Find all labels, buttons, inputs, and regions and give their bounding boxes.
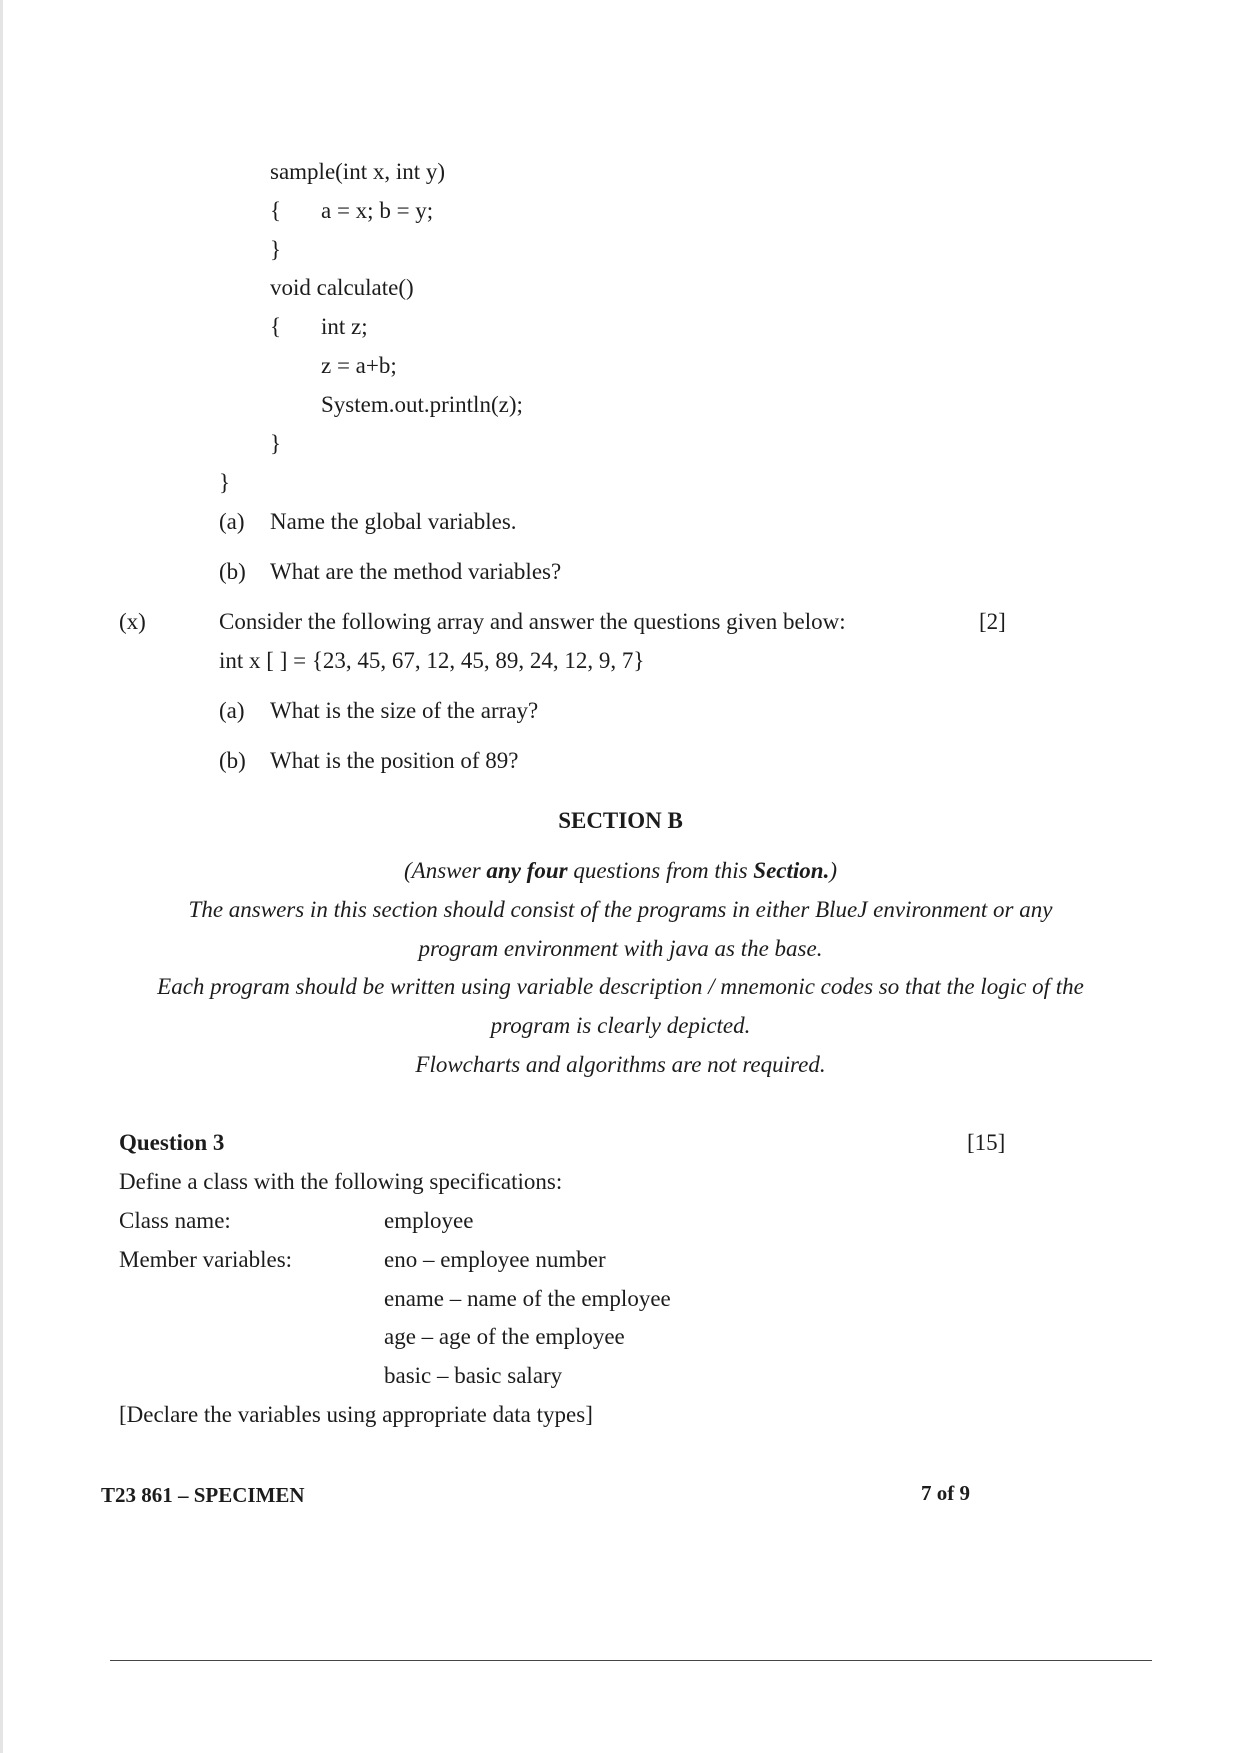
section-note: program environment with java as the base. xyxy=(418,936,823,961)
section-note: program is clearly depicted. xyxy=(490,1013,751,1038)
code-line: { xyxy=(270,198,282,223)
code-line: a = x; b = y; xyxy=(321,198,434,223)
code-line: } xyxy=(219,470,231,495)
code-line: int z; xyxy=(321,314,368,339)
section-heading: SECTION B xyxy=(558,808,683,833)
sub-question-text: What are the method variables? xyxy=(270,559,562,584)
code-line: } xyxy=(270,237,282,262)
marks: [15] xyxy=(967,1130,1006,1155)
question-number: (x) xyxy=(119,609,146,634)
section-note: The answers in this section should consist of the programs in either BlueJ environment or any xyxy=(188,897,1053,922)
section-note: Flowcharts and algorithms are not required. xyxy=(415,1052,826,1077)
question-intro: Define a class with the following specifications: xyxy=(119,1169,563,1194)
marks: [2] xyxy=(979,609,1006,634)
member-variable: ename – name of the employee xyxy=(384,1286,671,1311)
code-line: void calculate() xyxy=(270,275,414,300)
spec-label: Member variables: xyxy=(119,1247,293,1272)
sub-question-label: (b) xyxy=(219,559,246,584)
sub-question-label: (a) xyxy=(219,698,245,723)
section-note: Each program should be written using variable description / mnemonic codes so that the logic of the xyxy=(157,974,1084,999)
spec-value: employee xyxy=(384,1208,474,1233)
question-title: Question 3 xyxy=(119,1130,225,1155)
sub-question-text: What is the position of 89? xyxy=(270,748,519,773)
code-line: } xyxy=(270,431,282,456)
question-text: Consider the following array and answer the questions given below: xyxy=(219,609,846,634)
footer-rule xyxy=(110,1660,1152,1661)
member-variable: basic – basic salary xyxy=(384,1363,563,1388)
member-variable: age – age of the employee xyxy=(384,1324,625,1349)
code-line: { xyxy=(270,314,282,339)
array-declaration: int x [ ] = {23, 45, 67, 12, 45, 89, 24, 12, 9, 7} xyxy=(219,648,645,673)
page-number: 7 of 9 xyxy=(921,1481,970,1505)
sub-question-text: Name the global variables. xyxy=(270,509,517,534)
footer-code: T23 861 – SPECIMEN xyxy=(101,1483,305,1507)
sub-question-label: (a) xyxy=(219,509,245,534)
code-line: sample(int x, int y) xyxy=(270,159,446,184)
question-note: [Declare the variables using appropriate data types] xyxy=(119,1402,593,1427)
sub-question-text: What is the size of the array? xyxy=(270,698,539,723)
section-instruction: (Answer any four questions from this Section.) xyxy=(404,858,837,883)
spec-label: Class name: xyxy=(119,1208,231,1233)
code-line: System.out.println(z); xyxy=(321,392,523,417)
sub-question-label: (b) xyxy=(219,748,246,773)
code-line: z = a+b; xyxy=(321,353,397,378)
member-variable: eno – employee number xyxy=(384,1247,606,1272)
